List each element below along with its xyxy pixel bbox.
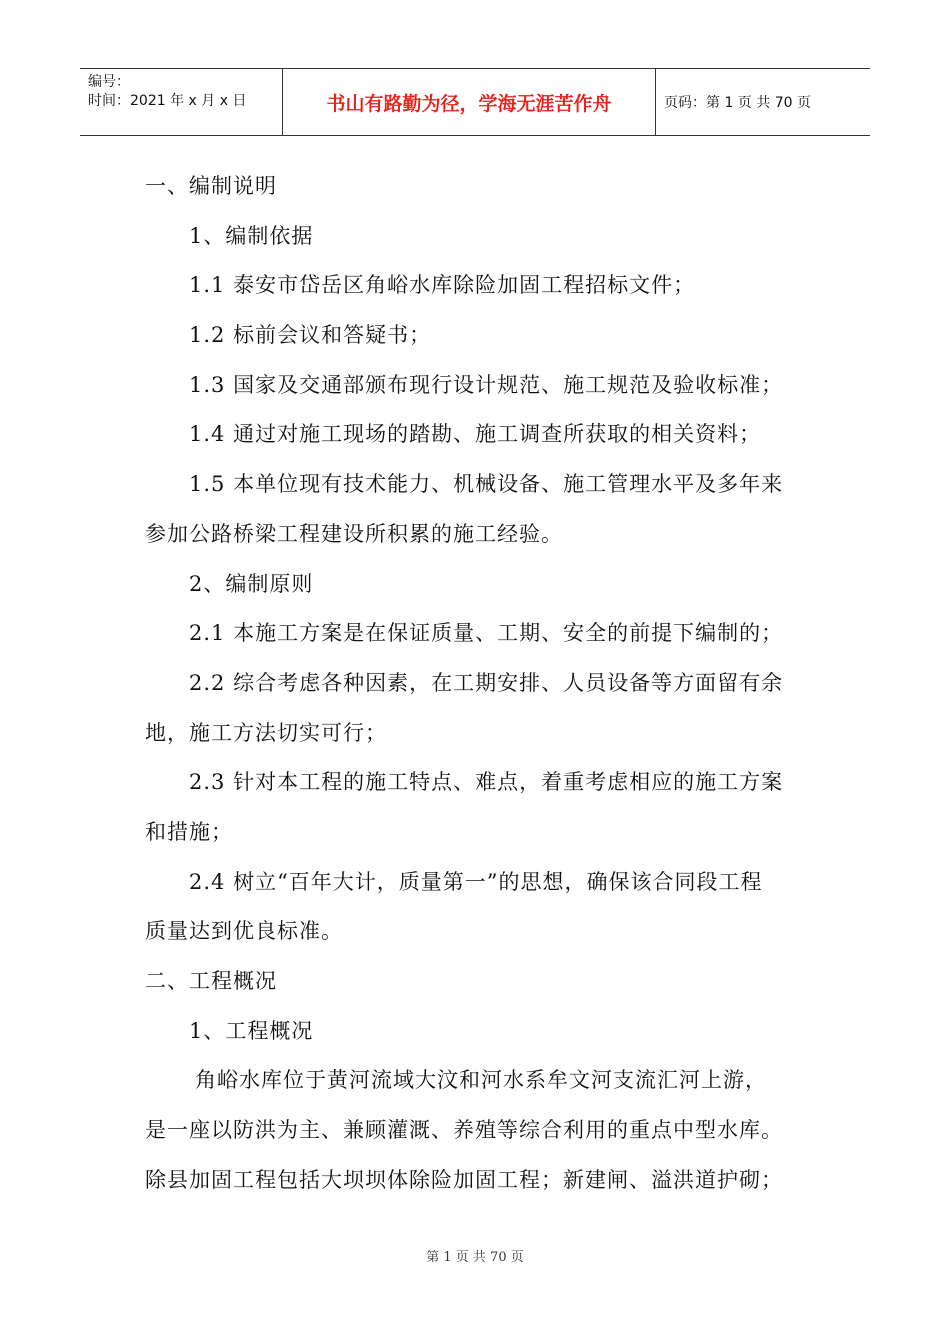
- header-motto: 书山有路勤为径，学海无涯苦作舟: [283, 69, 656, 135]
- subsection-heading: 1、编制依据: [189, 223, 314, 248]
- subsection-heading: 1、工程概况: [189, 1018, 314, 1043]
- document-body: [145, 162, 825, 1205]
- paragraph-line: 2.3 针对本工程的施工特点、难点，着重考虑相应的施工方案: [189, 770, 784, 795]
- paragraph-line: 2.2 综合考虑各种因素，在工期安排、人员设备等方面留有余: [189, 670, 784, 695]
- paragraph-line: 1.2 标前会议和答疑书；: [189, 323, 432, 348]
- paragraph-line: 1.3 国家及交通部颁布现行设计规范、施工规范及验收标准；: [189, 372, 784, 397]
- section-heading: 一、编制说明: [145, 174, 277, 198]
- subsection-heading: 2、编制原则: [189, 571, 314, 596]
- paragraph-line: 除县加固工程包括大坝坝体除险加固工程；新建闸、溢洪道护砌；: [145, 1167, 783, 1192]
- number-label: 编号：: [88, 74, 130, 90]
- paragraph-line: 1.1 泰安市岱岳区角峪水库除险加固工程招标文件；: [189, 273, 696, 298]
- header-page-info: 页码：第 1 页 共 70 页: [664, 95, 811, 111]
- paragraph-line: 是一座以防洪为主、兼顾灌溉、养殖等综合利用的重点中型水库。: [145, 1118, 783, 1143]
- paragraph-line: 和措施；: [145, 819, 233, 844]
- paragraph-line: 2.4 树立“百年大计，质量第一”的思想，确保该合同段工程: [189, 869, 763, 894]
- paragraph-line: 1.4 通过对施工现场的踏勘、施工调查所获取的相关资料；: [189, 422, 762, 447]
- paragraph-line: 质量达到优良标准。: [145, 919, 343, 944]
- time-label: 时间：2021 年 x 月 x 日: [88, 93, 247, 109]
- paragraph-line: 地，施工方法切实可行；: [145, 720, 387, 745]
- paragraph-line: 角峪水库位于黄河流域大汶和河水系牟文河支流汇河上游，: [195, 1068, 767, 1093]
- document-header: [80, 68, 870, 136]
- paragraph-line: 参加公路桥梁工程建设所积累的施工经验。: [145, 521, 563, 546]
- paragraph-line: 1.5 本单位现有技术能力、机械设备、施工管理水平及多年来: [189, 472, 784, 497]
- header-meta: [80, 69, 283, 135]
- section-heading: 二、工程概况: [145, 969, 277, 993]
- page-footer: 第 1 页 共 70 页: [426, 1250, 524, 1265]
- paragraph-line: 2.1 本施工方案是在保证质量、工期、安全的前提下编制的；: [189, 621, 784, 646]
